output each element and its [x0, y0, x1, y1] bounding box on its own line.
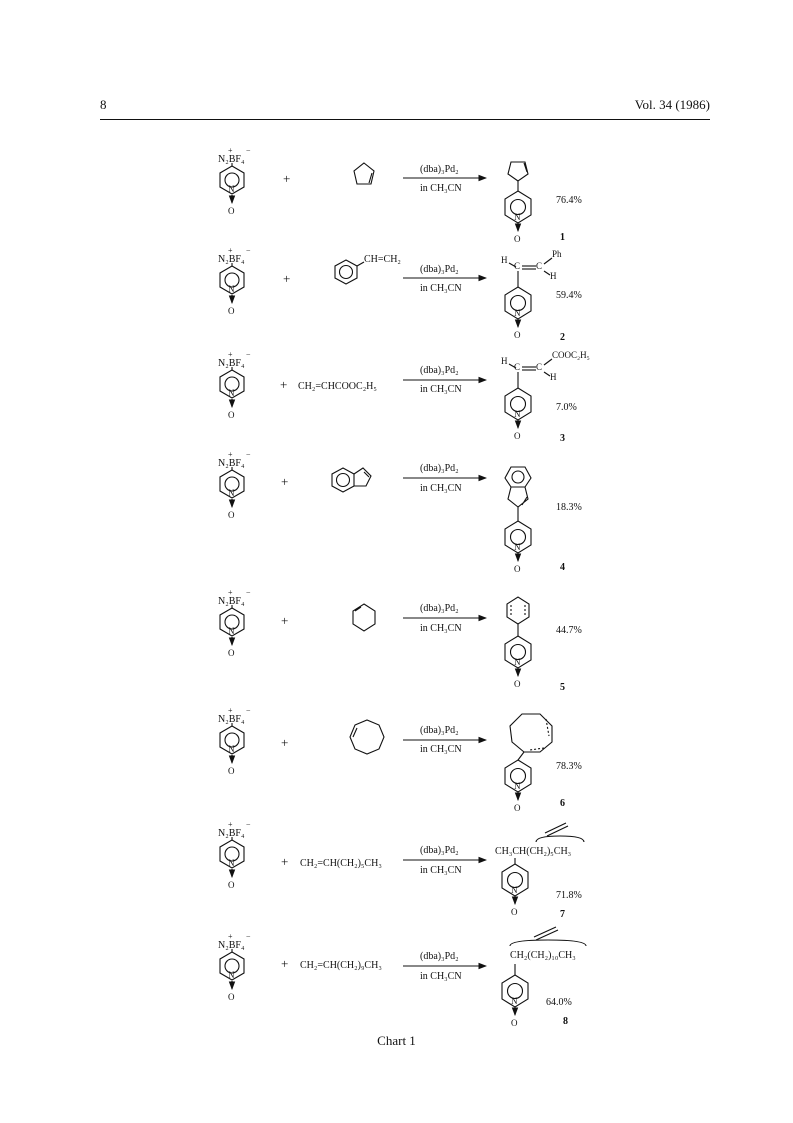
svg-text:N: N — [514, 308, 521, 318]
svg-text:C: C — [536, 362, 543, 372]
svg-text:O: O — [511, 1018, 518, 1028]
cyclopentene — [354, 163, 374, 184]
acrylate-label: CH₂=CHCOOC₂H₅ — [298, 381, 377, 392]
svg-text:O: O — [514, 564, 521, 574]
svg-text:O: O — [228, 880, 235, 890]
svg-text:H: H — [501, 255, 508, 265]
svg-text:O: O — [514, 330, 521, 340]
product — [502, 964, 528, 1028]
catalyst: (dba)₃Pd₂ — [420, 845, 459, 856]
svg-text:N: N — [228, 388, 235, 398]
product-chain: CH₃CH(CH₂)₅CH₃ — [495, 846, 572, 857]
octene-label: CH₂=CH(CH₂)₅CH₃ — [300, 858, 382, 869]
svg-text:C: C — [536, 261, 543, 271]
svg-text:N: N — [514, 212, 521, 222]
svg-text:C: C — [514, 362, 521, 372]
solvent: in CH₃CN — [420, 483, 462, 494]
double-bond-mark — [534, 927, 558, 940]
product — [501, 350, 590, 441]
svg-text:−: − — [246, 820, 251, 829]
svg-text:H: H — [501, 356, 508, 366]
diazonium-reagent — [218, 450, 251, 520]
compound-number: 3 — [560, 433, 565, 444]
svg-text:−: − — [246, 588, 251, 597]
svg-text:+: + — [228, 706, 233, 715]
svg-text:H: H — [550, 271, 557, 281]
unsaturation-brace — [536, 836, 584, 842]
svg-text:O: O — [228, 306, 235, 316]
svg-text:O: O — [514, 431, 521, 441]
reaction-8 — [218, 927, 586, 1028]
catalyst: (dba)₃Pd₂ — [420, 603, 459, 614]
svg-text:−: − — [246, 706, 251, 715]
cyclooctene — [350, 720, 384, 754]
svg-text:N: N — [228, 858, 235, 868]
svg-text:N: N — [514, 409, 521, 419]
charge-plus: + — [228, 146, 233, 155]
dodecene-label: CH₂=CH(CH₂)₉CH₃ — [300, 960, 382, 971]
solvent: in CH₃CN — [420, 744, 462, 755]
svg-text:O: O — [228, 510, 235, 520]
svg-text:O: O — [228, 992, 235, 1002]
product — [501, 249, 562, 340]
svg-text:Ph: Ph — [552, 249, 562, 259]
plus-sign: + — [280, 377, 288, 392]
reaction-1 — [218, 146, 582, 244]
svg-text:N₂BF₄: N₂BF₄ — [218, 254, 245, 265]
plus-sign: + — [281, 735, 289, 750]
svg-text:O: O — [514, 803, 521, 813]
svg-text:−: − — [246, 350, 251, 359]
compound-number: 5 — [560, 682, 565, 693]
compound-number: 7 — [560, 909, 565, 920]
solvent: in CH₃CN — [420, 183, 462, 194]
diazonium-reagent — [218, 932, 251, 1002]
svg-text:N: N — [514, 781, 521, 791]
product — [502, 858, 528, 917]
svg-text:O: O — [228, 648, 235, 658]
chart-caption: Chart 1 — [377, 1033, 416, 1048]
product-yield: 78.3% — [556, 761, 582, 772]
svg-text:N₂BF₄: N₂BF₄ — [218, 828, 245, 839]
product-yield: 44.7% — [556, 625, 582, 636]
plus-sign: + — [283, 171, 291, 186]
svg-text:N₂BF₄: N₂BF₄ — [218, 596, 245, 607]
svg-text:N: N — [511, 885, 518, 895]
svg-text:N: N — [228, 284, 235, 294]
svg-text:N₂BF₄: N₂BF₄ — [218, 714, 245, 725]
product — [505, 597, 531, 689]
double-bond-mark — [545, 823, 568, 836]
svg-text:N: N — [228, 488, 235, 498]
product-yield: 71.8% — [556, 890, 582, 901]
reaction-3 — [218, 350, 590, 444]
svg-text:O: O — [514, 234, 521, 244]
catalyst: (dba)₃Pd₂ — [420, 365, 459, 376]
compound-number: 2 — [560, 332, 565, 343]
product — [505, 714, 552, 813]
svg-text:O: O — [228, 766, 235, 776]
catalyst: (dba)₃Pd₂ — [420, 725, 459, 736]
reaction-4 — [218, 450, 582, 574]
catalyst: (dba)₃Pd₂ — [420, 164, 459, 175]
svg-text:N₂BF₄: N₂BF₄ — [218, 458, 245, 469]
diazonium-reagent — [218, 146, 251, 216]
solvent: in CH₃CN — [420, 623, 462, 634]
compound-number: 8 — [563, 1016, 568, 1027]
solvent: in CH₃CN — [420, 971, 462, 982]
diazonium-reagent — [218, 588, 251, 658]
reaction-6 — [218, 706, 582, 813]
product-yield: 18.3% — [556, 502, 582, 513]
solvent: in CH₃CN — [420, 865, 462, 876]
plus-sign: + — [281, 854, 289, 869]
svg-text:N₂BF₄: N₂BF₄ — [218, 358, 245, 369]
styrene — [335, 260, 364, 284]
compound-number: 4 — [560, 562, 565, 573]
svg-text:+: + — [228, 820, 233, 829]
plus-sign: + — [281, 613, 289, 628]
indene — [332, 468, 371, 492]
svg-text:−: − — [246, 246, 251, 255]
svg-text:N₂BF₄: N₂BF₄ — [218, 940, 245, 951]
diazonium-reagent — [218, 706, 251, 776]
plus-sign: + — [281, 474, 289, 489]
ring-n: N — [228, 184, 235, 194]
charge-minus: − — [246, 146, 251, 155]
plus-sign: + — [283, 271, 291, 286]
reaction-5 — [218, 588, 582, 693]
svg-text:H: H — [550, 372, 557, 382]
styrene-label: CH=CH₂ — [364, 254, 401, 265]
catalyst: (dba)₃Pd₂ — [420, 463, 459, 474]
solvent: in CH₃CN — [420, 283, 462, 294]
compound-number: 1 — [560, 232, 565, 243]
diazonium-reagent — [218, 820, 251, 890]
unsaturation-brace — [510, 940, 586, 946]
product-yield: 64.0% — [546, 997, 572, 1008]
plus-sign: + — [281, 956, 289, 971]
product — [505, 162, 531, 244]
svg-text:+: + — [228, 450, 233, 459]
reaction-2 — [218, 246, 582, 343]
svg-text:−: − — [246, 932, 251, 941]
cyclohexene — [353, 604, 375, 631]
svg-text:N: N — [514, 657, 521, 667]
svg-text:N: N — [228, 626, 235, 636]
svg-text:COOC₂H₅: COOC₂H₅ — [552, 350, 590, 360]
svg-text:O: O — [511, 907, 518, 917]
solvent: in CH₃CN — [420, 384, 462, 395]
svg-text:+: + — [228, 932, 233, 941]
reaction-7 — [218, 820, 584, 920]
svg-text:N: N — [514, 542, 521, 552]
svg-text:O: O — [514, 679, 521, 689]
svg-text:−: − — [246, 450, 251, 459]
svg-text:C: C — [514, 261, 521, 271]
svg-text:+: + — [228, 246, 233, 255]
diazonium-reagent — [218, 350, 251, 420]
product-chain: CH₂(CH₂)₁₀CH₃ — [510, 950, 576, 961]
product-yield: 59.4% — [556, 290, 582, 301]
svg-text:+: + — [228, 588, 233, 597]
oxide-o: O — [228, 206, 235, 216]
catalyst: (dba)₃Pd₂ — [420, 264, 459, 275]
svg-text:O: O — [228, 410, 235, 420]
product-yield: 7.0% — [556, 402, 577, 413]
product — [505, 467, 531, 574]
page-number: 8 — [100, 97, 107, 112]
compound-number: 6 — [560, 798, 565, 809]
diazonium-reagent — [218, 246, 251, 316]
svg-text:N: N — [228, 744, 235, 754]
product-yield: 76.4% — [556, 195, 582, 206]
journal-volume: Vol. 34 (1986) — [634, 97, 710, 112]
diazonium-label: N₂BF₄ — [218, 154, 245, 165]
catalyst: (dba)₃Pd₂ — [420, 951, 459, 962]
svg-text:N: N — [228, 970, 235, 980]
svg-text:+: + — [228, 350, 233, 359]
svg-text:N: N — [511, 996, 518, 1006]
